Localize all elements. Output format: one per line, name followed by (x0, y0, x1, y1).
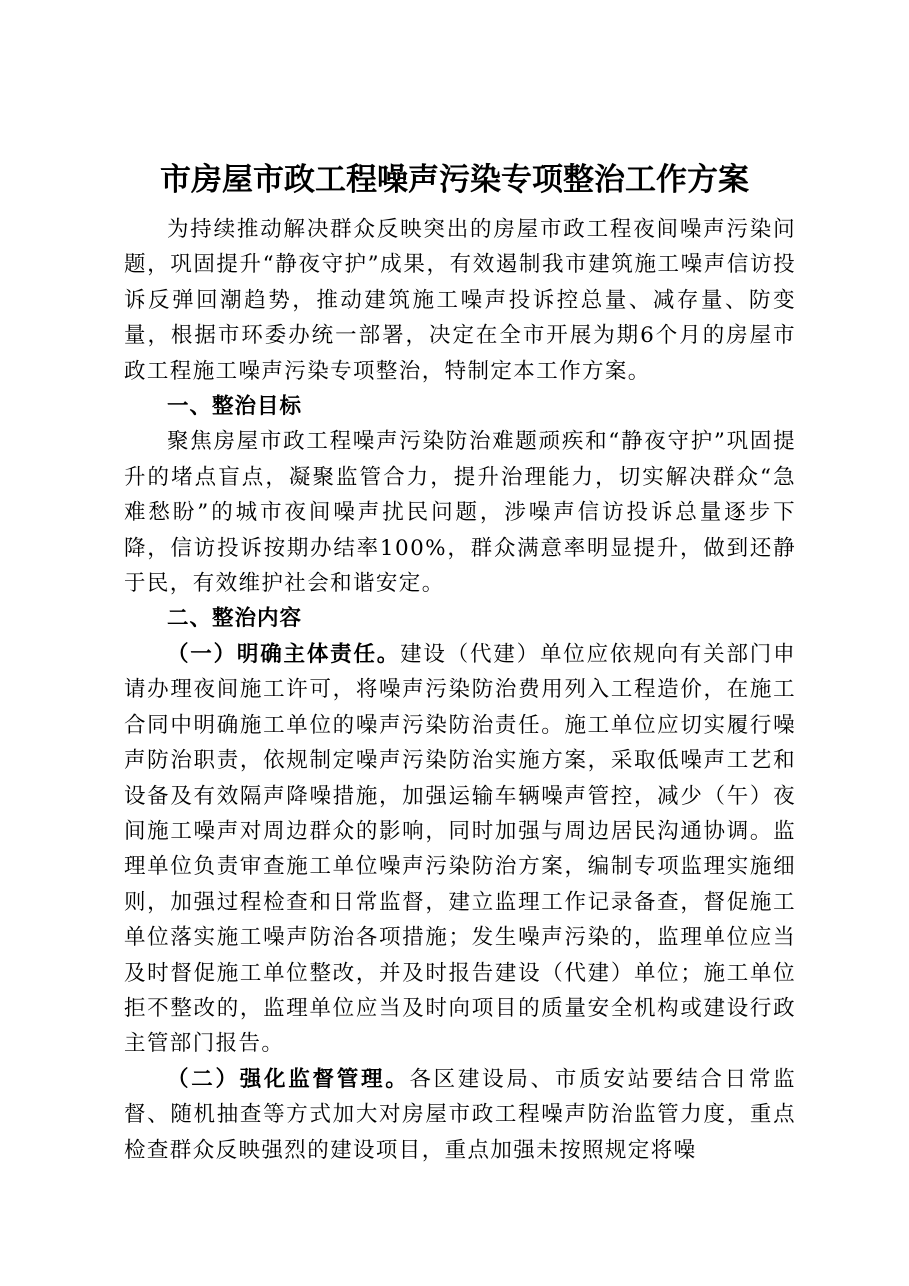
document-title: 市房屋市政工程噪声污染专项整治工作方案 (160, 162, 749, 198)
item1-text: 建设（代建）单位应依规向有关部门申请办理夜间施工许可，将噪声污染防治费用列入工程造价，在施工合同中明确施工单位的噪声污染防治责任。施工单位应切实履行噪声防治职责，依规制定噪声污染防治实施方案，采取低噪声工艺和设备及有效隔声降噪措施，加强运输车辆噪声管控，减少（午）夜间施工噪声对周边群众的影响，同时加强与周边居民沟通协调。监理单位负责审查施工单位噪声污染防治方案，编制专项监理实施细则，加强过程检查和日常监督，建立监理工作记录备查，督促施工单位落实施工噪声防治各项措施；发生噪声污染的，监理单位应当及时督促施工单位整改，并及时报告建设（代建）单位；施工单位拒不整改的，监理单位应当及时向项目的质量安全机构或建设行政主管部门报告。 (124, 641, 796, 1057)
item2-text: 各区建设局、市质安站要结合日常监督、随机抽查等方式加大对房屋市政工程噪声防治监管力度，重点检查群众反映强烈的建设项目，重点加强未按照规定将噪 (124, 1066, 796, 1163)
item2-title: （二）强化监督管理。 (167, 1066, 410, 1092)
section-heading-goals: 一、整治目标 (167, 394, 303, 420)
item1-paragraph (124, 637, 796, 1062)
intro-paragraph: 为持续推动解决群众反映突出的房屋市政工程夜间噪声污染问题，巩固提升“静夜守护”成果，有效遏制我市建筑施工噪声信访投诉反弹回潮趋势，推动建筑施工噪声投诉控总量、减存量、防变量，根据市环委办统一部署，决定在全市开展为期6个月的房屋市政工程施工噪声污染专项整治，特制定本工作方案。 (124, 217, 796, 384)
item2-paragraph (124, 1062, 796, 1168)
document-body (124, 212, 796, 1168)
goals-paragraph: 聚焦房屋市政工程噪声污染防治难题顽疾和“静夜守护”巩固提升的堵点盲点，凝聚监管合力，提升治理能力，切实解决群众“急难愁盼”的城市夜间噪声扰民问题，涉噪声信访投诉总量逐步下降，信访投诉按期办结率100%，群众满意率明显提升，做到还静于民，有效维护社会和谐安定。 (124, 429, 796, 597)
item1-title: （一）明确主体责任。 (167, 641, 401, 667)
section-heading-content: 二、整治内容 (167, 606, 303, 632)
